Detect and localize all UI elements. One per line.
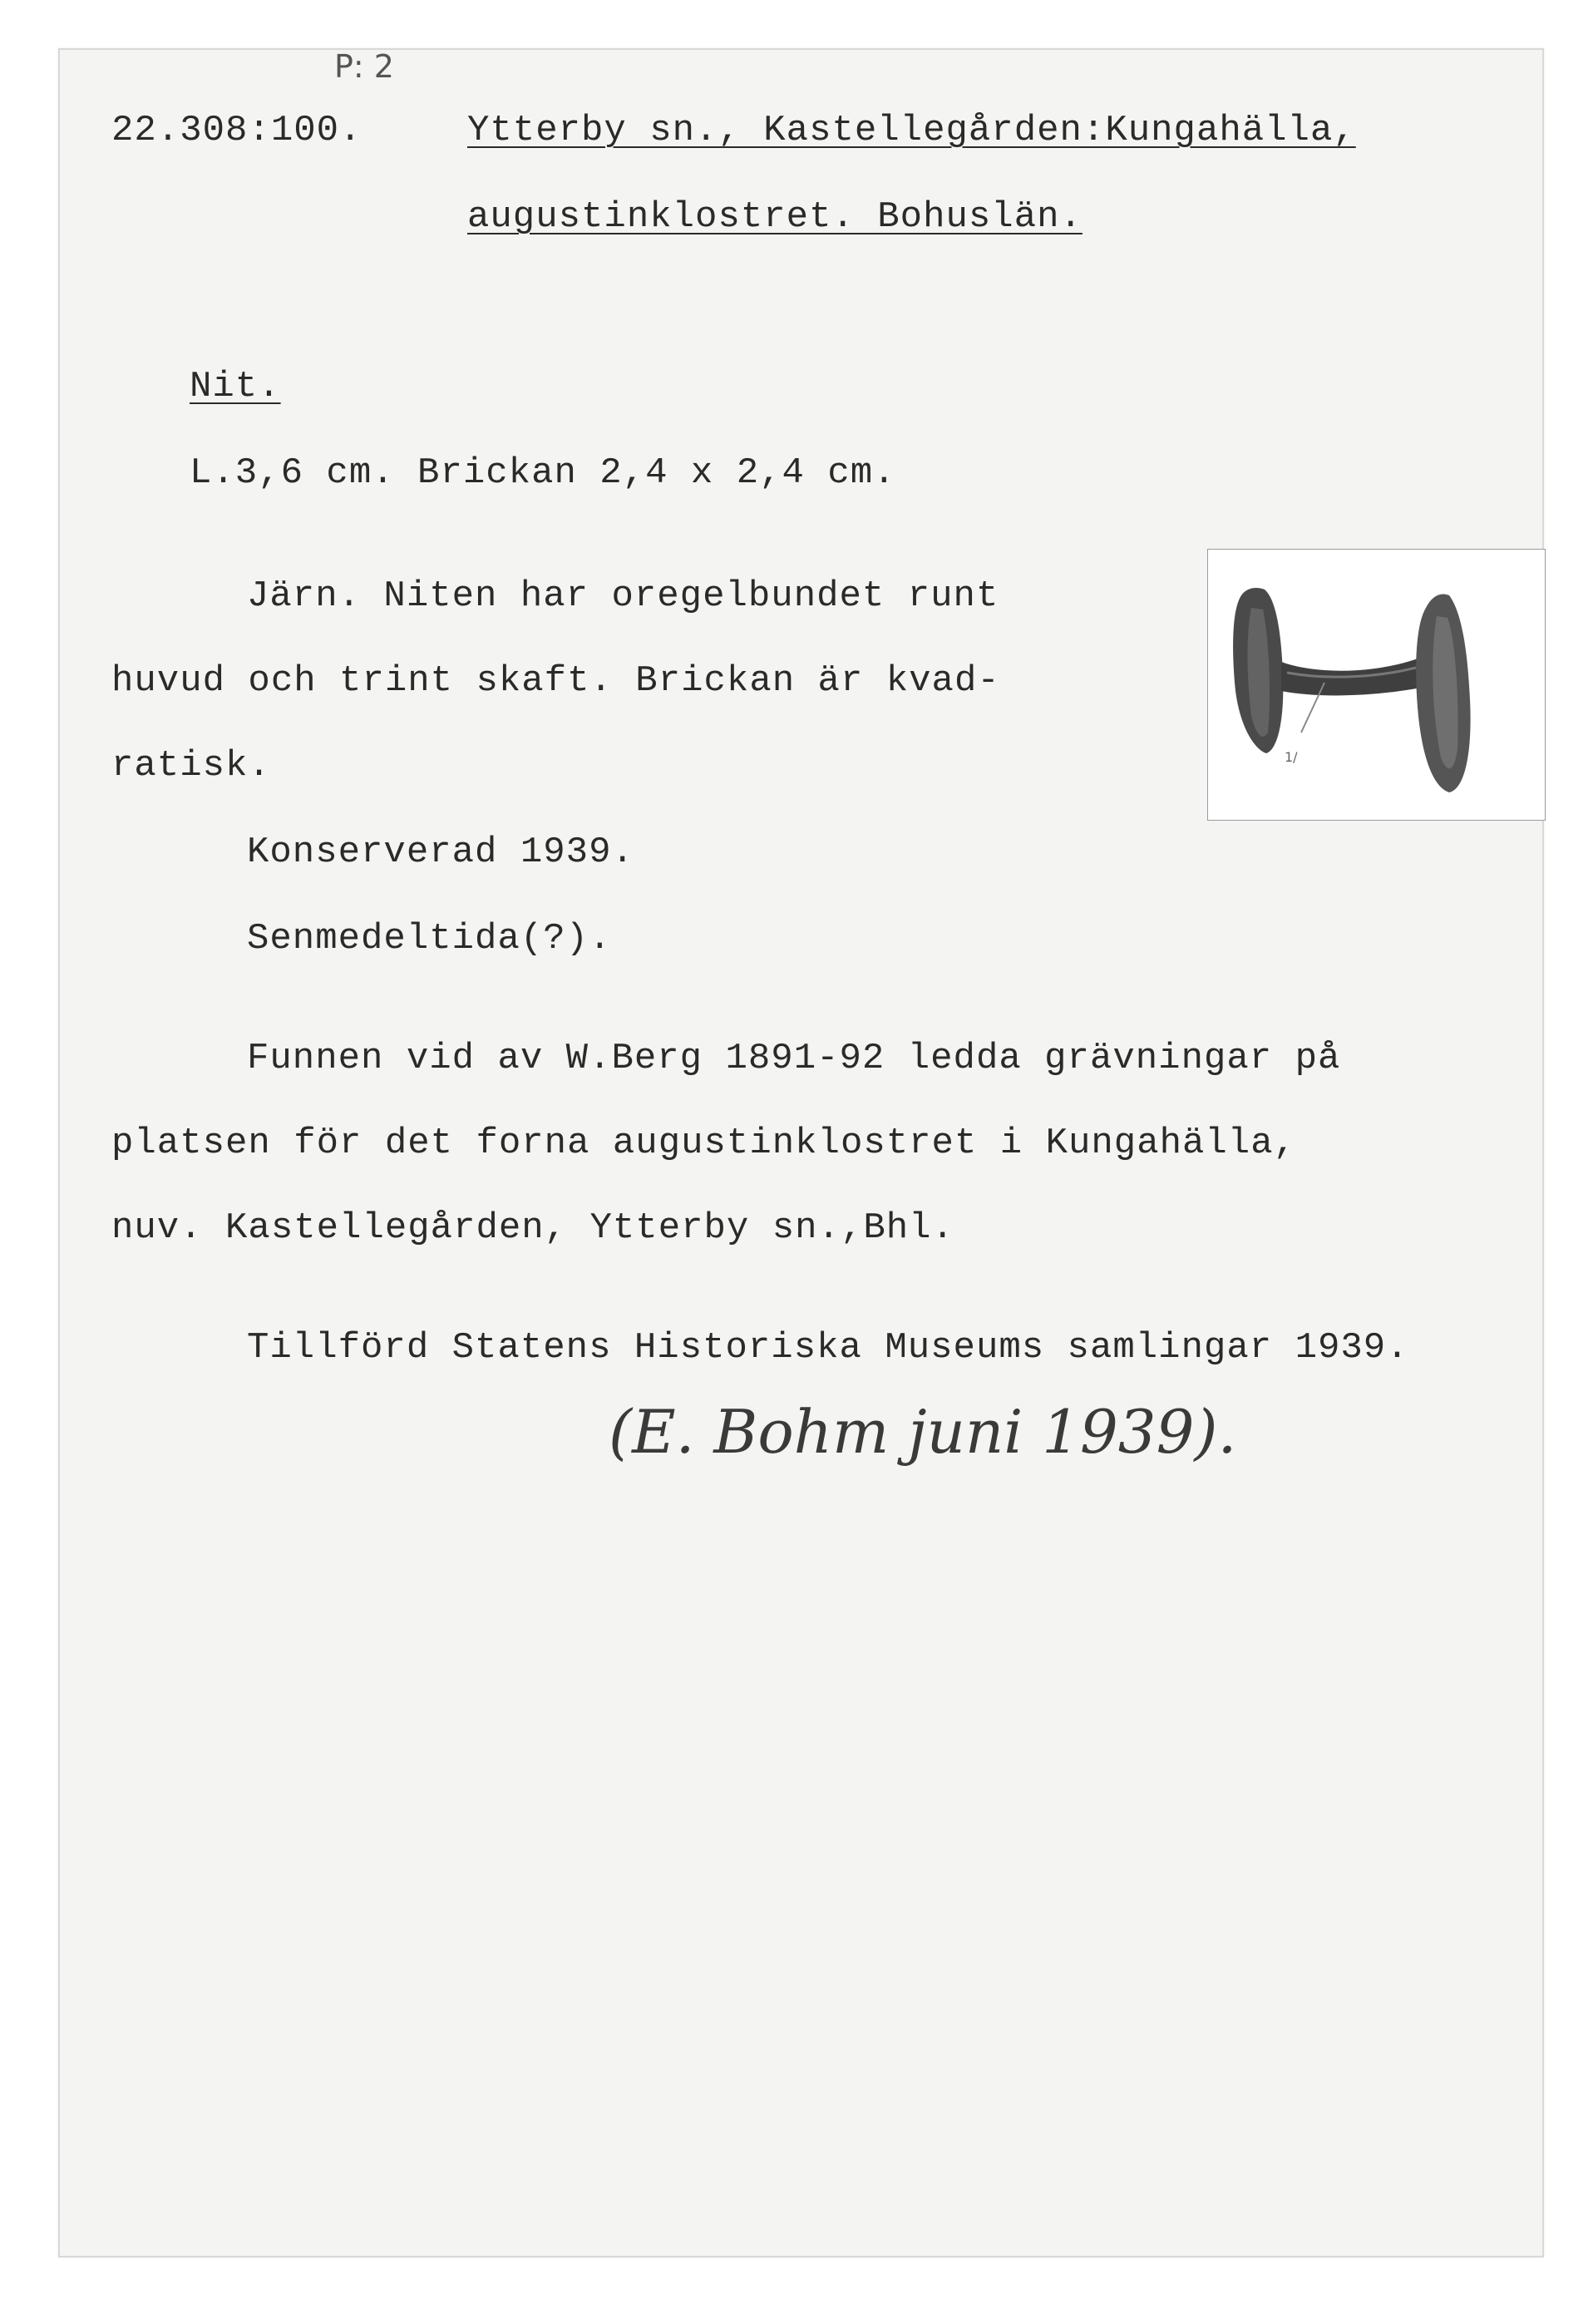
rivet-photo [1207, 549, 1546, 821]
catalog-number: 22.308:100. [111, 110, 362, 151]
find-line-1: Funnen vid av W.Berg 1891-92 ledda grävningar på [247, 1038, 1341, 1079]
object-name: Nit. [190, 366, 281, 407]
pencil-mark: P: 2 [334, 48, 394, 85]
description-line-3: ratisk. [111, 745, 271, 787]
svg-text:1/: 1/ [1285, 749, 1298, 765]
description-line-2: huvud och trint skaft. Brickan är kvad- [111, 660, 1000, 702]
iron-rivet-photo-icon [1208, 550, 1545, 820]
find-line-2: platsen för det forna augustinklostret i Kungahälla, [111, 1123, 1297, 1164]
measurements: L.3,6 cm. Brickan 2,4 x 2,4 cm. [190, 452, 896, 494]
description-line-1: Järn. Niten har oregelbundet runt [247, 575, 999, 617]
acquisition-note: Tillförd Statens Historiska Museums samlingar 1939. [247, 1327, 1409, 1369]
site-label: augustinklostret. Bohuslän. [467, 196, 1083, 238]
dating-note: Senmedeltida(?). [247, 918, 612, 960]
location-line-1 [467, 110, 1356, 151]
catalog-card [58, 48, 1544, 2257]
location-line-2 [467, 196, 1083, 238]
conservation-note: Konserverad 1939. [247, 831, 634, 873]
parish-label: Ytterby sn., Kastellegården:Kungahälla, [467, 110, 1356, 151]
handwritten-signature: (E. Bohm juni 1939). [609, 1397, 1237, 1467]
find-line-3: nuv. Kastellegården, Ytterby sn.,Bhl. [111, 1207, 954, 1249]
